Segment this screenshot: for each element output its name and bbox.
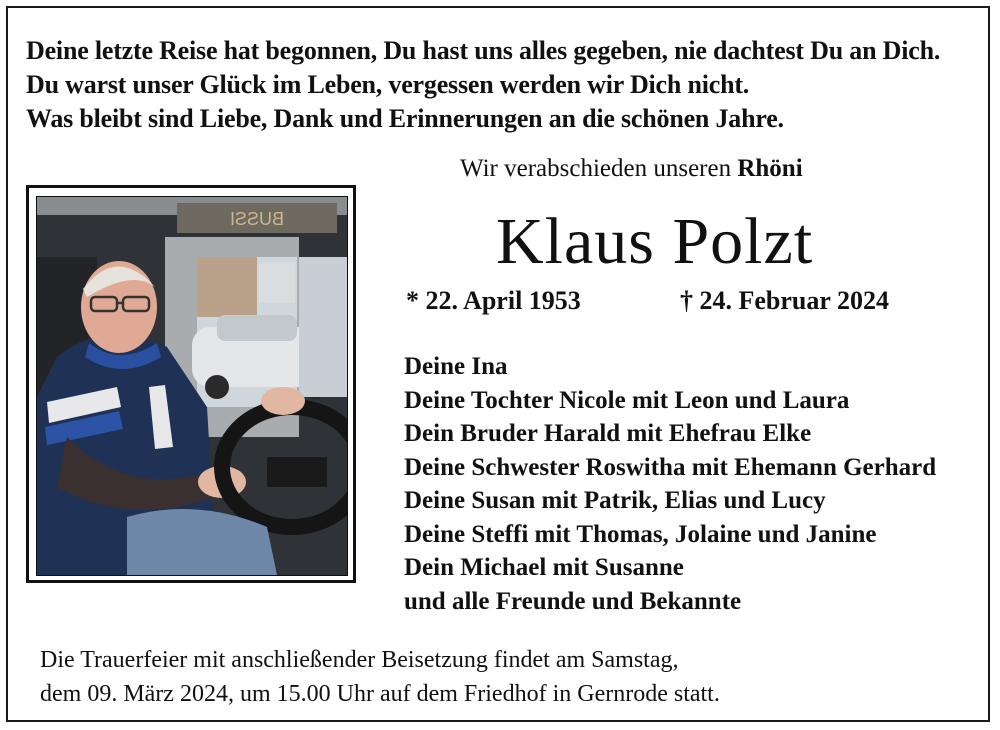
intro-text: Wir verabschieden unseren bbox=[460, 155, 738, 182]
poem bbox=[26, 34, 976, 136]
family-member: Deine Tochter Nicole mit Leon und Laura bbox=[404, 386, 850, 414]
bus-sign-text: BUSSI bbox=[229, 209, 285, 229]
family-member: und alle Freunde und Bekannte bbox=[404, 587, 742, 615]
intro-line bbox=[460, 155, 803, 183]
portrait-photo bbox=[36, 196, 348, 576]
family-member: Deine Steffi mit Thomas, Jolaine und Janine bbox=[404, 520, 877, 548]
portrait-illustration bbox=[37, 197, 347, 575]
family-member: Dein Bruder Harald mit Ehefrau Elke bbox=[404, 420, 812, 447]
poem-line: Deine letzte Reise hat begonnen, Du hast uns alles gegeben, nie dachtest Du an Dich. bbox=[26, 36, 941, 65]
family-member: Dein Michael mit Susanne bbox=[404, 554, 684, 581]
nickname: Rhöni bbox=[737, 155, 803, 182]
funeral-info bbox=[40, 643, 940, 711]
poem-line: Was bleibt sind Liebe, Dank und Erinnerungen an die schönen Jahre. bbox=[26, 104, 784, 133]
birth-date: * 22. April 1953 bbox=[406, 286, 581, 315]
funeral-info-line: Die Trauerfeier mit anschließender Beisetzung findet am Samstag, bbox=[40, 647, 679, 673]
family-member: Deine Susan mit Patrik, Elias und Lucy bbox=[404, 487, 826, 514]
portrait-frame bbox=[26, 185, 356, 583]
death-date: † 24. Februar 2024 bbox=[680, 286, 889, 315]
family-list bbox=[404, 350, 984, 618]
deceased-name: Klaus Polzt bbox=[496, 205, 814, 278]
funeral-info-line: dem 09. März 2024, um 15.00 Uhr auf dem Friedhof in Gernrode statt. bbox=[40, 681, 720, 707]
family-member: Deine Schwester Roswitha mit Ehemann Gerhard bbox=[404, 453, 937, 481]
poem-line: Du warst unser Glück im Leben, vergessen werden wir Dich nicht. bbox=[26, 70, 750, 99]
family-member: Deine Ina bbox=[404, 353, 508, 380]
